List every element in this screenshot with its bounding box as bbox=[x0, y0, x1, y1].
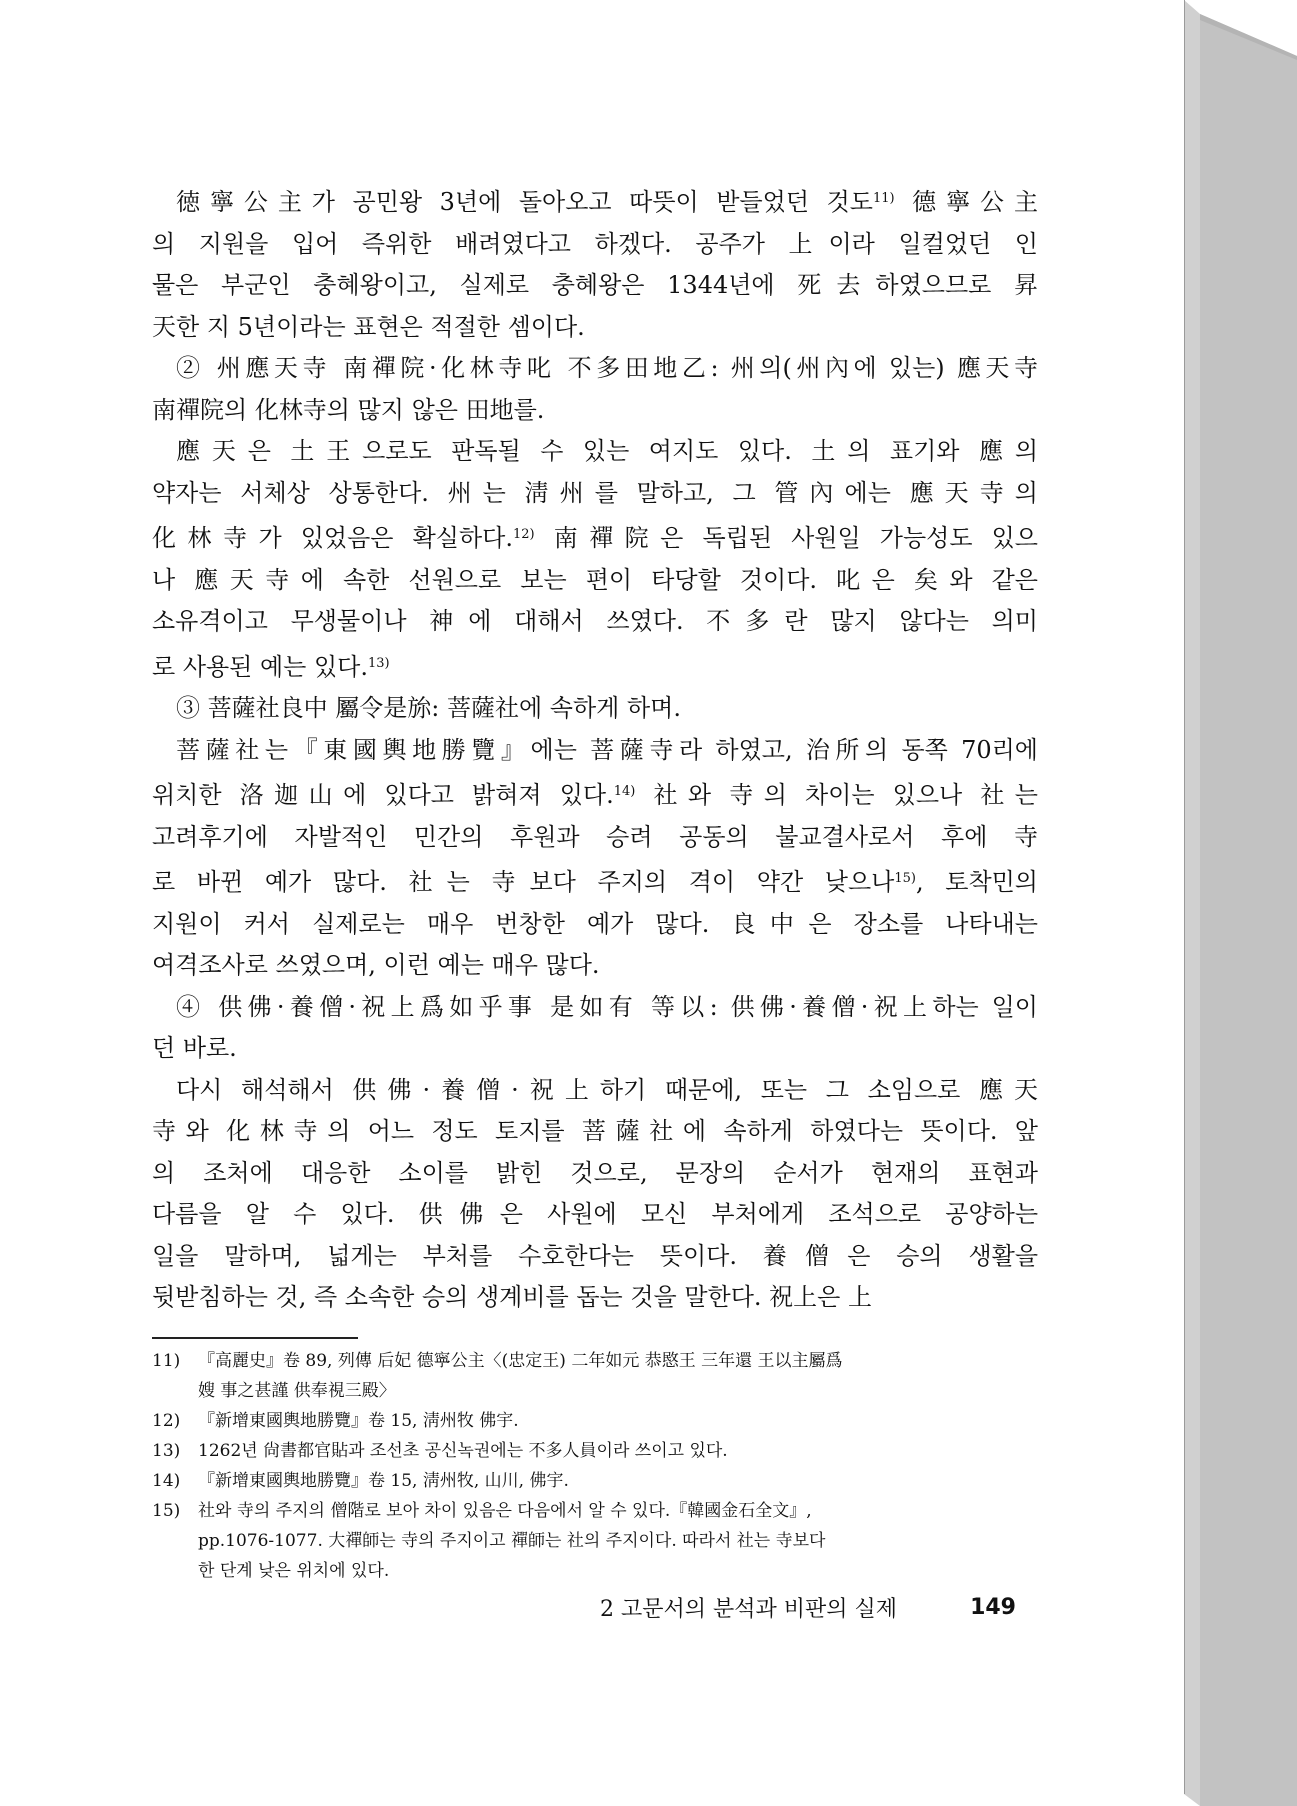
text-segment: 다시 해석해서 供佛·養僧·祝上하기 때문에, 또는 그 소임으로 應天 bbox=[176, 1075, 1038, 1104]
text-line bbox=[152, 858, 1038, 904]
text-segment: 南禪院은 독립된 사원일 가능성도 있으 bbox=[534, 524, 1038, 552]
text-segment: , 토착민의 bbox=[915, 868, 1038, 896]
text-line bbox=[152, 178, 1038, 224]
text-line bbox=[152, 945, 1038, 987]
text-segment: ④ 供佛·養僧·祝上爲如乎事 是如有 等以: 供佛·養僧·祝上하는 일이 bbox=[176, 992, 1038, 1021]
paragraph bbox=[152, 987, 1038, 1070]
text-line bbox=[152, 904, 1038, 946]
text-segment: 社와 寺의 차이는 있으나 社는 bbox=[635, 781, 1038, 809]
text-line bbox=[152, 431, 1038, 473]
text-segment: 다름을 알 수 있다. 供佛은 사원에 모신 부처에게 조석으로 공양하는 bbox=[152, 1200, 1038, 1228]
text-segment: 뒷받침하는 것, 즉 소속한 승의 생계비를 돕는 것을 말한다. 祝上은 上 bbox=[152, 1283, 872, 1311]
text-segment: ③ 菩薩社良中 屬令是旀: 菩薩社에 속하게 하며. bbox=[176, 694, 681, 722]
text-line bbox=[152, 1236, 1038, 1278]
paragraph bbox=[152, 730, 1038, 987]
text-line bbox=[152, 601, 1038, 643]
text-segment: 던 바로. bbox=[152, 1034, 237, 1062]
footnote-number: 12) bbox=[152, 1411, 181, 1431]
footnote-marker: 11) bbox=[872, 191, 895, 206]
text-line bbox=[152, 1153, 1038, 1195]
footnote-marker: 14) bbox=[613, 784, 636, 799]
text-segment: 로 사용된 예는 있다. bbox=[152, 652, 368, 681]
text-line bbox=[152, 514, 1038, 560]
footnote-line: 『新增東國輿地勝覽』卷 15, 淸州牧 佛宇. bbox=[198, 1411, 519, 1431]
footnote-text bbox=[198, 1466, 1038, 1496]
text-line bbox=[152, 560, 1038, 602]
footnote bbox=[152, 1346, 1038, 1406]
paragraph bbox=[152, 178, 1038, 348]
footnote-number: 14) bbox=[152, 1471, 181, 1491]
text-line bbox=[152, 817, 1038, 859]
text-line bbox=[152, 307, 1038, 349]
text-line bbox=[152, 224, 1038, 266]
text-line bbox=[152, 643, 1038, 689]
footnote-marker: 15) bbox=[894, 871, 916, 886]
text-segment: 지원이 커서 실제로는 매우 번창한 예가 많다. 良中은 장소를 나타내는 bbox=[152, 909, 1038, 938]
text-line bbox=[152, 688, 1038, 730]
text-segment: 化林寺가 있었음은 확실하다. bbox=[152, 524, 513, 552]
footnote-text bbox=[198, 1496, 1038, 1586]
text-line bbox=[152, 730, 1038, 772]
text-segment: 약자는 서체상 상통한다. 州는 淸州를 말하고, 그 管內에는 應天寺의 bbox=[152, 478, 1038, 507]
text-segment: 寺와 化林寺의 어느 정도 토지를 菩薩社에 속하게 하였다는 뜻이다. 앞 bbox=[152, 1117, 1038, 1145]
text-segment: 의 지원을 입어 즉위한 배려였다고 하겠다. 공주가 上이라 일컬었던 인 bbox=[152, 229, 1038, 258]
footnote bbox=[152, 1466, 1038, 1496]
footnote-line: 『高麗史』卷 89, 列傳 后妃 德寧公主〈(忠定王) 二年如元 恭愍王 三年還 王以主屬爲 bbox=[198, 1351, 843, 1371]
text-segment: 여격조사로 쓰였으며, 이런 예는 매우 많다. bbox=[152, 951, 600, 979]
footnote-rule bbox=[152, 1337, 358, 1339]
footnote-number: 13) bbox=[152, 1441, 181, 1461]
paragraph bbox=[152, 431, 1038, 688]
footnote-line: 嫂 事之甚謹 供奉視三殿〉 bbox=[198, 1381, 396, 1401]
text-line bbox=[152, 1111, 1038, 1153]
text-segment: 의 조처에 대응한 소이를 밝힌 것으로, 문장의 순서가 현재의 표현과 bbox=[152, 1158, 1038, 1187]
text-segment: ② 州應天寺 南禪院·化林寺叱 不多田地乙: 州의(州內에 있는) 應天寺 bbox=[176, 354, 1038, 382]
text-line bbox=[152, 1277, 1038, 1319]
footnote-line: pp.1076-1077. 大禪師는 寺의 주지이고 禪師는 社의 주지이다. 따라서 社는 寺보다 bbox=[198, 1531, 826, 1551]
footnote-marker: 12) bbox=[512, 527, 535, 542]
running-title: 2 고문서의 분석과 비판의 실제 bbox=[600, 1597, 897, 1622]
paragraph bbox=[152, 1070, 1038, 1319]
text-line bbox=[152, 390, 1038, 432]
footnote bbox=[152, 1496, 1038, 1586]
footnote-text bbox=[198, 1346, 1038, 1406]
text-segment: 로 바뀐 예가 많다. 社는 寺보다 주지의 격이 약간 낮으나 bbox=[152, 868, 895, 896]
text-segment: 소유격이고 무생물이나 神에 대해서 쓰였다. 不多란 많지 않다는 의미 bbox=[152, 607, 1038, 635]
footnote-line: 1262년 尙書都官貼과 조선초 공신녹권에는 不多人員이라 쓰이고 있다. bbox=[198, 1441, 728, 1461]
text-segment: 南禪院의 化林寺의 많지 않은 田地를. bbox=[152, 395, 545, 424]
text-segment: 德寧公主 bbox=[894, 188, 1038, 216]
text-segment: 天한 지 5년이라는 표현은 적절한 셈이다. bbox=[152, 312, 585, 341]
text-segment: 고려후기에 자발적인 민간의 후원과 승려 공동의 불교결사로서 후에 寺 bbox=[152, 822, 1038, 851]
footnote bbox=[152, 1406, 1038, 1436]
text-segment: 徳寧公主가 공민왕 3년에 돌아오고 따뜻이 받들었던 것도 bbox=[176, 188, 873, 216]
footnotes bbox=[152, 1346, 1038, 1586]
text-segment: 일을 말하며, 넓게는 부처를 수호한다는 뜻이다. 養僧은 승의 생활을 bbox=[152, 1241, 1038, 1270]
text-line bbox=[152, 473, 1038, 515]
text-line bbox=[152, 987, 1038, 1029]
footnote-number: 11) bbox=[152, 1351, 181, 1371]
text-line bbox=[152, 771, 1038, 817]
text-line bbox=[152, 1194, 1038, 1236]
page-footer bbox=[600, 1592, 1016, 1623]
text-segment: 나 應天寺에 속한 선원으로 보는 편이 타당할 것이다. 叱은 矣와 같은 bbox=[152, 565, 1038, 594]
footnote-line: 한 단계 낮은 위치에 있다. bbox=[198, 1561, 390, 1581]
page-number: 149 bbox=[970, 1595, 1016, 1620]
footnote-text bbox=[198, 1436, 1038, 1466]
footnote-number: 15) bbox=[152, 1501, 181, 1521]
text-line bbox=[152, 1070, 1038, 1112]
text-line bbox=[152, 348, 1038, 390]
text-line bbox=[152, 1028, 1038, 1070]
body-text bbox=[152, 178, 1038, 1319]
text-segment: 물은 부군인 충혜왕이고, 실제로 충혜왕은 1344년에 死去하였으므로 昇 bbox=[152, 271, 1038, 299]
paragraph bbox=[152, 348, 1038, 431]
text-segment: 위치한 洛迦山에 있다고 밝혀져 있다. bbox=[152, 781, 614, 809]
footnote-text bbox=[198, 1406, 1038, 1436]
text-segment: 菩薩社는『東國輿地勝覽』에는 菩薩寺라 하였고, 治所의 동쪽 70리에 bbox=[176, 735, 1038, 764]
paragraph bbox=[152, 688, 1038, 730]
footnote-line: 社와 寺의 주지의 僧階로 보아 차이 있음은 다음에서 알 수 있다.『韓國金石全文』, bbox=[198, 1501, 812, 1521]
footnote-line: 『新增東國輿地勝覽』卷 15, 淸州牧, 山川, 佛宇. bbox=[198, 1471, 569, 1491]
footnote-marker: 13) bbox=[368, 655, 390, 671]
text-segment: 應天은 土王으로도 판독될 수 있는 여지도 있다. 土의 표기와 應의 bbox=[176, 437, 1038, 465]
footnote bbox=[152, 1436, 1038, 1466]
text-line bbox=[152, 265, 1038, 307]
